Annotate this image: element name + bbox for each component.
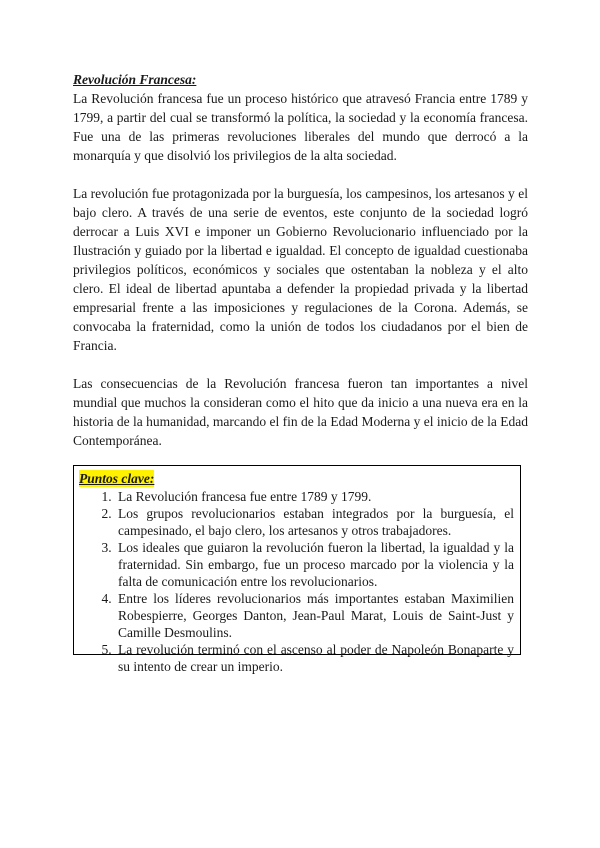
paragraph-1: La Revolución francesa fue un proceso histórico que atravesó Francia entre 1789 y 1799, a partir del cual se transformó la política, la sociedad y la economía francesa. Fue una de las primeras revoluciones liberales del mundo que derrocó a la monarquía y que disolvió los privilegios de la alta sociedad. <box>73 91 528 163</box>
key-points-box <box>73 465 521 674</box>
key-point-item: 5. La revolución terminó con el ascenso al poder de Napoleón Bonaparte y su intento de crear un imperio. <box>115 641 514 675</box>
key-point-item: 3. Los ideales que guiaron la revolución fueron la libertad, la igualdad y la fraternidad. Sin embargo, fue un proceso marcado por la violencia y la falta de comunicación entre los revolucionarios. <box>115 539 514 590</box>
section-title: Revolución Francesa: <box>73 72 197 87</box>
document-body <box>73 70 528 450</box>
paragraph-2: La revolución fue protagonizada por la burguesía, los campesinos, los artesanos y el bajo clero. A través de una serie de eventos, este conjunto de la sociedad logró derrocar a Luis XVI e imponer un Gobierno Revolucionario influenciado por la Ilustración y guiado por la libertad e igualdad. El concepto de igualdad cuestionaba privilegios políticos, económicos y sociales que ostentaban la nobleza y el alto clero. El ideal de libertad apuntaba a defender la propiedad privada y la libertad empresarial frente a las imposiciones y regulaciones de la Corona. Además, se convocaba la fraternidad, como la unión de todos los ciudadanos por el bien de Francia. <box>73 186 528 353</box>
key-point-item: 1. La Revolución francesa fue entre 1789 y 1799. <box>115 488 514 505</box>
key-point-item: 4. Entre los líderes revolucionarios más importantes estaban Maximilien Robespierre, Georges Danton, Jean-Paul Marat, Louis de Saint-Just y Camille Desmoulins. <box>115 590 514 641</box>
paragraph-3: Las consecuencias de la Revolución francesa fueron tan importantes a nivel mundial que muchos la consideran como el hito que da inicio a una nueva era en la historia de la humanidad, marcando el fin de la Edad Moderna y el inicio de la Edad Contemporánea. <box>73 376 528 448</box>
key-point-item: 2. Los grupos revolucionarios estaban integrados por la burguesía, el campesinado, el bajo clero, los artesanos y otros trabajadores. <box>115 505 514 539</box>
key-points-title: Puntos clave: <box>79 471 155 486</box>
key-points-list <box>79 488 514 675</box>
